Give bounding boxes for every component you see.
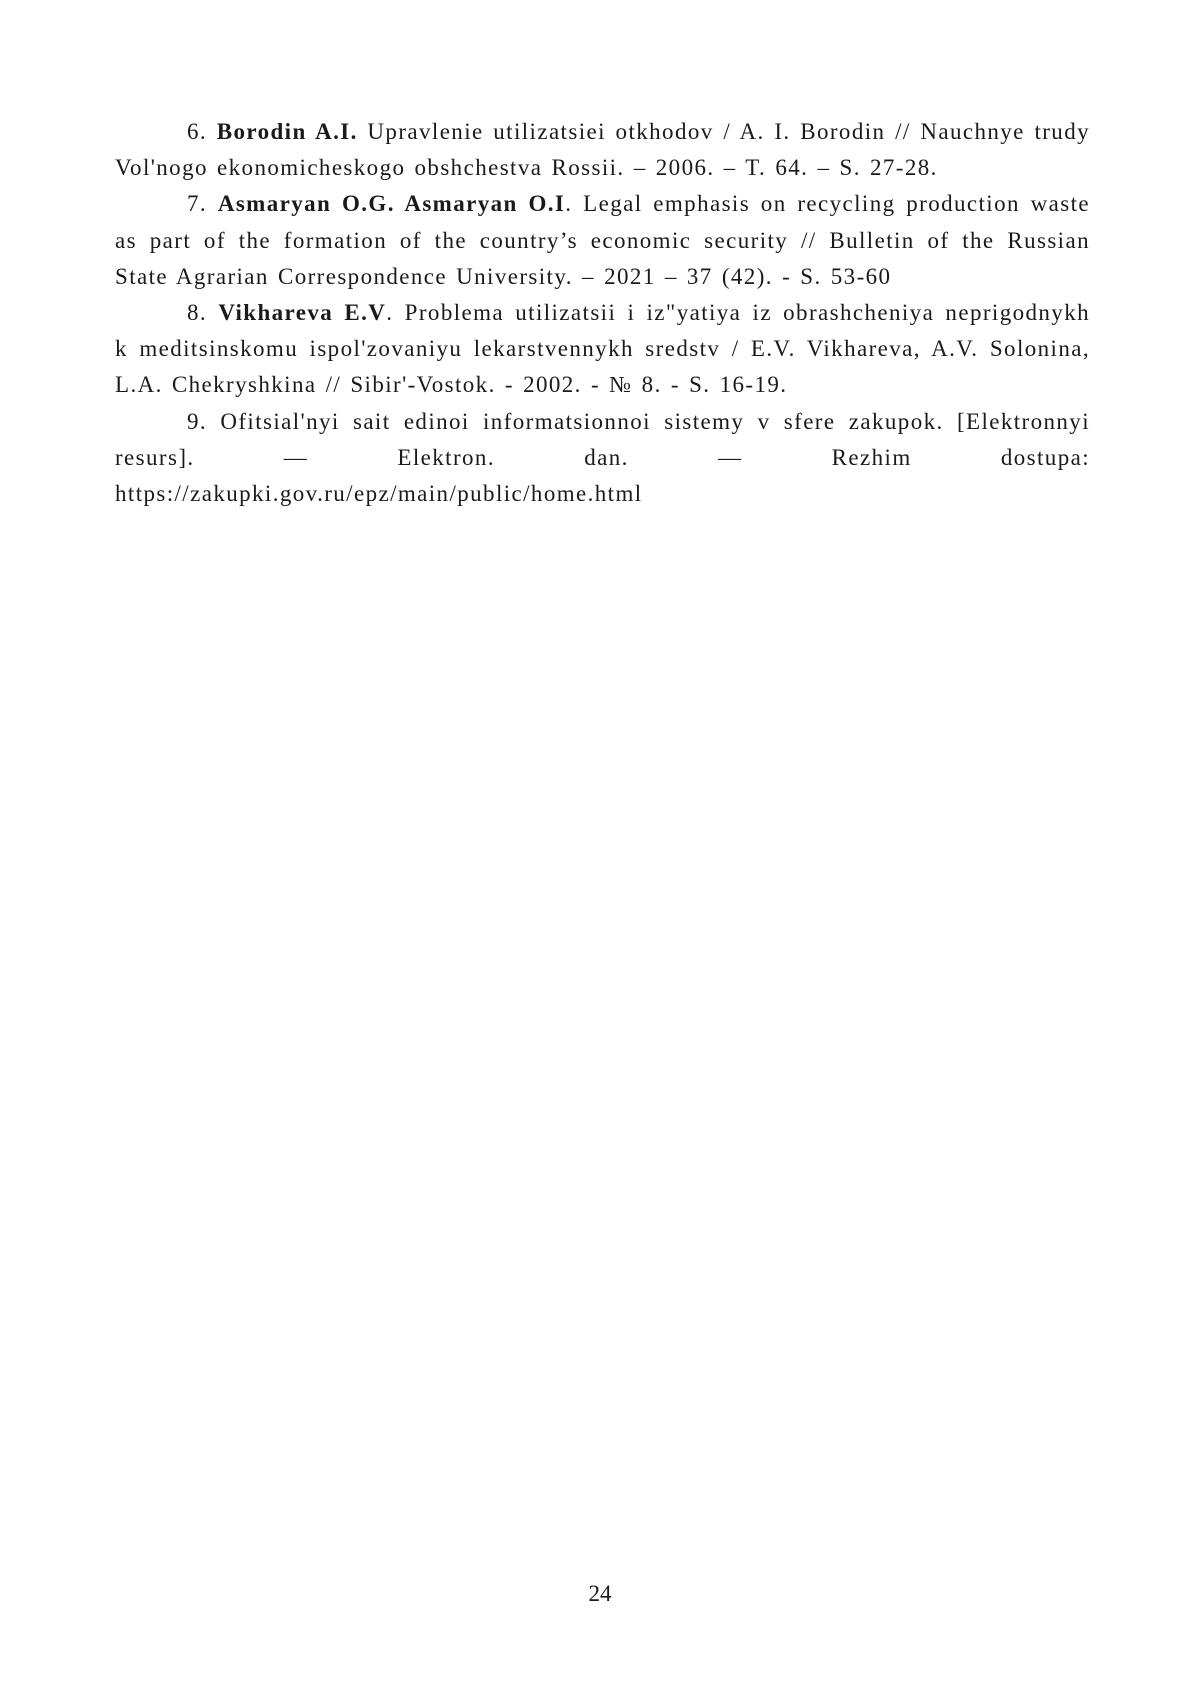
reference-number: 7. bbox=[187, 191, 208, 217]
reference-text: Upravlenie utilizatsiei otkhodov / A. I. Borodin // Nauchnye trudy Vol'nogo ekonomicheskogo obshchestva Rossii. – 2006. – T. 64. – S. 27-28. bbox=[115, 119, 1091, 181]
reference-text: Ofitsial'nyi sait edinoi informatsionnoi sistemy v sfere zakupok. [Elektronnyi resurs]. — Elektron. dan. — Rezhim dostupa: https://zakupki.gov.ru/epz/main/public/home.html bbox=[115, 408, 1090, 507]
reference-author: Vikhareva E.V bbox=[218, 300, 387, 326]
reference-number: 8. bbox=[187, 300, 208, 326]
reference-text: . Legal emphasis on recycling production waste as part of the formation of the country’s economic security // Bulletin of the Russian State Agrarian Correspondence University. – 2021 – 37 (42). - S. 53-60 bbox=[115, 191, 1091, 289]
reference-text: . Problema utilizatsii i iz"yatiya iz obrashcheniya neprigodnykh k meditsinskomu ispol'zovaniyu lekarstvennykh sredstv / E.V. Vikhareva, A.V. Solonina, L.A. Chekryshkina // Sibir'-Vostok. - 2002. - № 8. - S. 16-19. bbox=[115, 300, 1090, 398]
reference-item-8 bbox=[115, 295, 1090, 404]
reference-item-9 bbox=[115, 404, 1090, 513]
reference-list bbox=[115, 114, 1090, 512]
reference-number: 6. bbox=[187, 119, 208, 144]
reference-author: Borodin A.I. bbox=[216, 119, 358, 144]
page-number: 24 bbox=[588, 1581, 612, 1606]
reference-number: 9. bbox=[187, 408, 208, 434]
reference-item-6 bbox=[115, 114, 1090, 186]
reference-item-7 bbox=[115, 186, 1090, 295]
reference-author: Asmaryan O.G. Asmaryan O.I bbox=[217, 191, 566, 217]
